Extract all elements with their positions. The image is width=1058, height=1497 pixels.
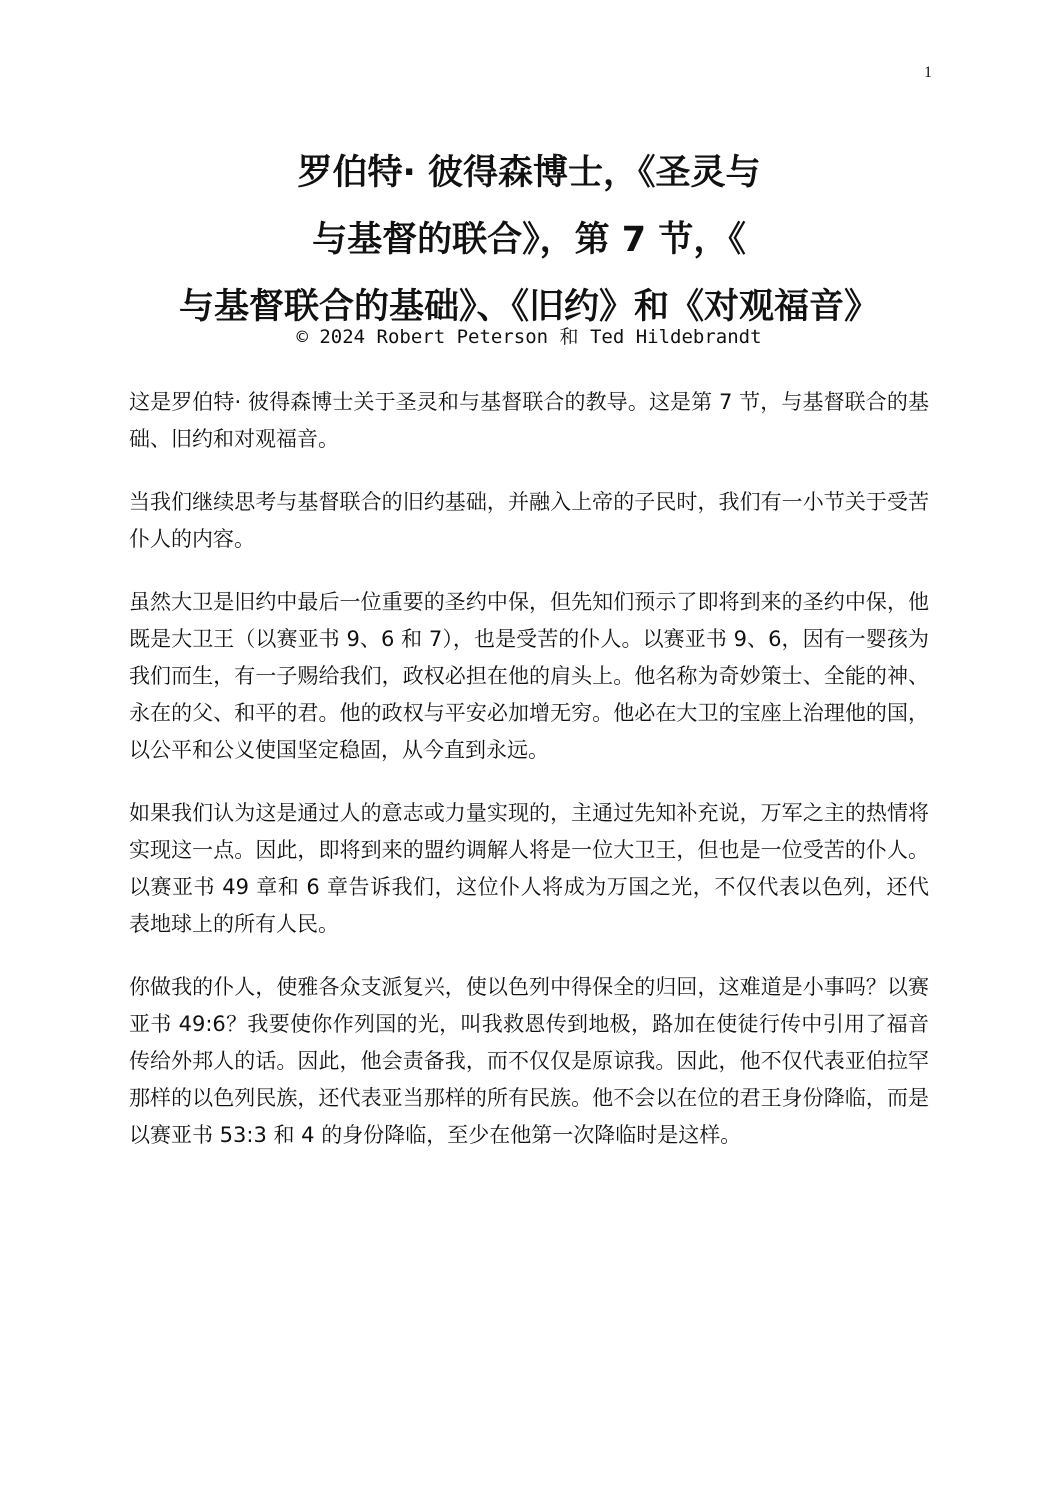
title-line-1: 罗伯特· 彼得森博士，《圣灵与 bbox=[297, 153, 761, 193]
paragraph-4: 如果我们认为这是通过人的意志或力量实现的，主通过先知补充说，万军之主的热情将实现这一点。因此，即将到来的盟约调解人将是一位大卫王，但也是一位受苦的仆人。以赛亚书 49 章和 6 章告诉我们，这位仆人将成为万国之光，不仅代表以色列，还代表地球上的所有人民。 bbox=[129, 801, 929, 936]
copyright-line: © 2024 Robert Peterson 和 Ted Hildebrandt bbox=[296, 326, 762, 348]
document-title bbox=[0, 140, 1058, 341]
title-line-2: 与基督的联合》，第 7 节，《 bbox=[312, 220, 746, 260]
document-body bbox=[129, 384, 929, 1180]
paragraph-2: 当我们继续思考与基督联合的旧约基础，并融入上帝的子民时，我们有一小节关于受苦仆人的内容。 bbox=[129, 490, 929, 551]
page-number: 1 bbox=[924, 64, 932, 81]
paragraph-3: 虽然大卫是旧约中最后一位重要的圣约中保，但先知们预示了即将到来的圣约中保，他既是大卫王（以赛亚书 9、6 和 7），也是受苦的仆人。以赛亚书 9、6，因有一婴孩为我们而生，有一子赐给我们，政权必担在他的肩头上。他名称为奇妙策士、全能的神、永在的父、和平的君。他的政权与平安必加增无穷。他必在大卫的宝座上治理他的国，以公平和公义使国坚定稳固，从今直到永远。 bbox=[129, 590, 929, 762]
title-line-3: 与基督联合的基础》、《旧约》和《对观福音》 bbox=[178, 287, 879, 327]
paragraph-1: 这是罗伯特· 彼得森博士关于圣灵和与基督联合的教导。这是第 7 节，与基督联合的基础、旧约和对观福音。 bbox=[129, 390, 929, 451]
paragraph-5: 你做我的仆人，使雅各众支派复兴，使以色列中得保全的归回，这难道是小事吗？以赛亚书 49:6？我要使你作列国的光，叫我救恩传到地极，路加在使徒行传中引用了福音传给外邦人的话。因此，他会责备我，而不仅仅是原谅我。因此，他不仅代表亚伯拉罕那样的以色列民族，还代表亚当那样的所有民族。他不会以在位的君王身份降临，而是以赛亚书 53:3 和 4 的身份降临，至少在他第一次降临时是这样。 bbox=[129, 975, 929, 1147]
